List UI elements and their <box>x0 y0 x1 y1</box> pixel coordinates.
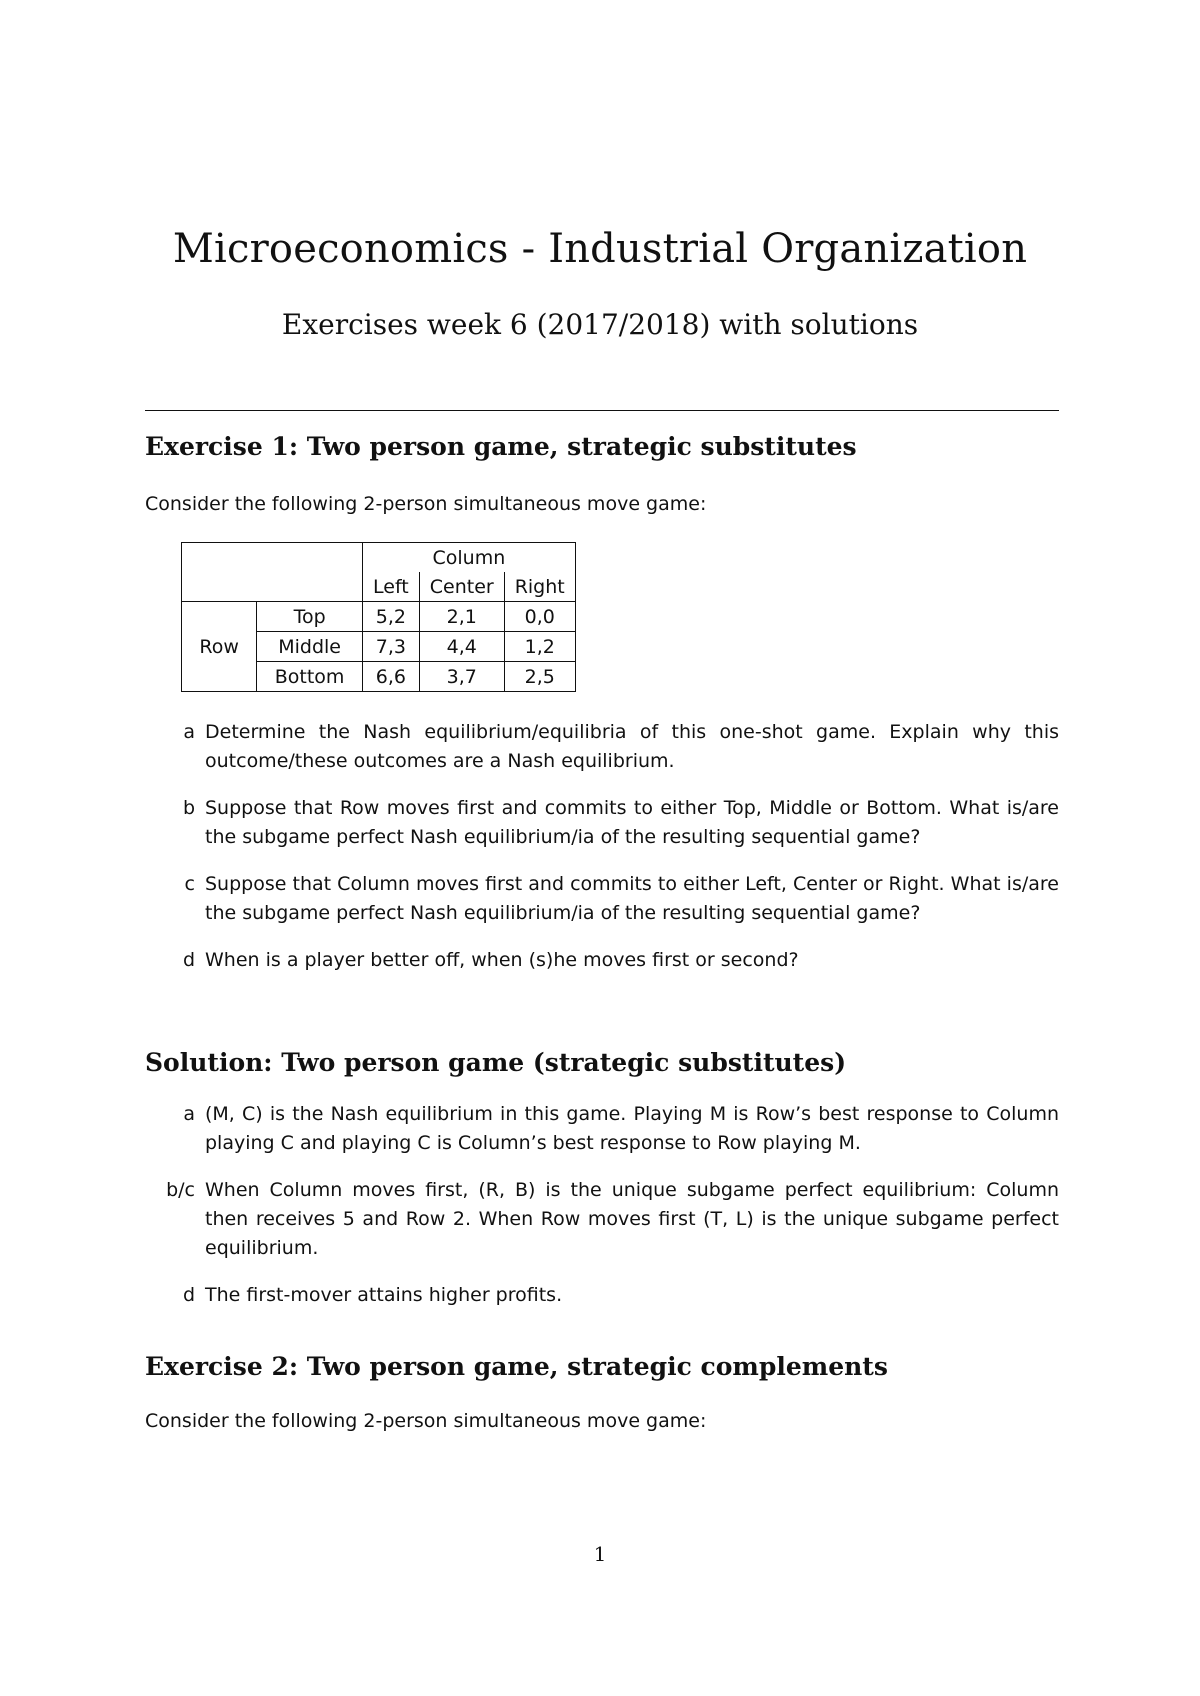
list-item <box>145 718 1059 776</box>
item-text: Suppose that Row moves first and commits to either Top, Middle or Bottom. What is/are the subgame perfect Nash equilibrium/ia of the resulting sequential game? <box>205 797 1059 848</box>
list-item <box>145 870 1059 928</box>
item-text: The first-mover attains higher profits. <box>205 1284 563 1306</box>
item-label: d <box>182 1284 195 1306</box>
payoff-cell: 7,3 <box>363 632 420 662</box>
page-number: 1 <box>593 1542 607 1566</box>
row-label-top: Top <box>257 602 363 632</box>
payoff-cell: 5,2 <box>363 602 420 632</box>
payoff-cell: 1,2 <box>504 632 575 662</box>
table-corner <box>182 543 363 602</box>
row-player-label: Row <box>182 602 257 692</box>
col-header-center: Center <box>419 572 504 602</box>
col-header-right: Right <box>504 572 575 602</box>
list-item <box>145 1100 1059 1158</box>
payoff-table <box>181 542 576 692</box>
list-item <box>145 1281 1059 1310</box>
item-label: b <box>182 797 195 819</box>
item-label: c <box>184 873 195 895</box>
row-label-bottom: Bottom <box>257 662 363 692</box>
document-title: Microeconomics - Industrial Organization <box>172 226 1028 272</box>
solution1-heading: Solution: Two person game (strategic substitutes) <box>145 1048 847 1077</box>
exercise2-heading: Exercise 2: Two person game, strategic complements <box>145 1352 888 1381</box>
solution1-items <box>145 1100 1059 1328</box>
exercise2-intro: Consider the following 2-person simultaneous move game: <box>145 1410 707 1432</box>
item-text: (M, C) is the Nash equilibrium in this game. Playing M is Row’s best response to Column playing C and playing C is Column’s best response to Row playing M. <box>205 1103 1059 1154</box>
row-label-middle: Middle <box>257 632 363 662</box>
item-text: Suppose that Column moves first and commits to either Left, Center or Right. What is/are the subgame perfect Nash equilibrium/ia of the resulting sequential game? <box>205 873 1059 924</box>
payoff-cell: 4,4 <box>419 632 504 662</box>
item-label: b/c <box>166 1179 195 1201</box>
payoff-cell: 6,6 <box>363 662 420 692</box>
column-player-label: Column <box>363 543 576 573</box>
item-label: a <box>183 721 195 743</box>
col-header-left: Left <box>363 572 420 602</box>
item-text: When is a player better off, when (s)he moves first or second? <box>205 949 799 971</box>
item-text: When Column moves first, (R, B) is the unique subgame perfect equilibrium: Column then receives 5 and Row 2. When Row moves first (T, L) is the unique subgame perfect equilibrium. <box>205 1179 1059 1259</box>
list-item <box>145 946 1059 975</box>
payoff-cell: 2,5 <box>504 662 575 692</box>
table-row <box>182 602 576 632</box>
list-item <box>145 794 1059 852</box>
payoff-cell: 3,7 <box>419 662 504 692</box>
payoff-cell: 2,1 <box>419 602 504 632</box>
exercise1-intro: Consider the following 2-person simultaneous move game: <box>145 493 707 515</box>
item-text: Determine the Nash equilibrium/equilibria of this one-shot game. Explain why this outcome/these outcomes are a Nash equilibrium. <box>205 721 1059 772</box>
item-label: d <box>182 949 195 971</box>
payoff-cell: 0,0 <box>504 602 575 632</box>
exercise1-heading: Exercise 1: Two person game, strategic substitutes <box>145 432 857 461</box>
list-item <box>145 1176 1059 1263</box>
exercise1-questions <box>145 718 1059 993</box>
document-subtitle: Exercises week 6 (2017/2018) with solutions <box>281 308 919 341</box>
item-label: a <box>183 1103 195 1125</box>
horizontal-rule <box>145 410 1059 411</box>
